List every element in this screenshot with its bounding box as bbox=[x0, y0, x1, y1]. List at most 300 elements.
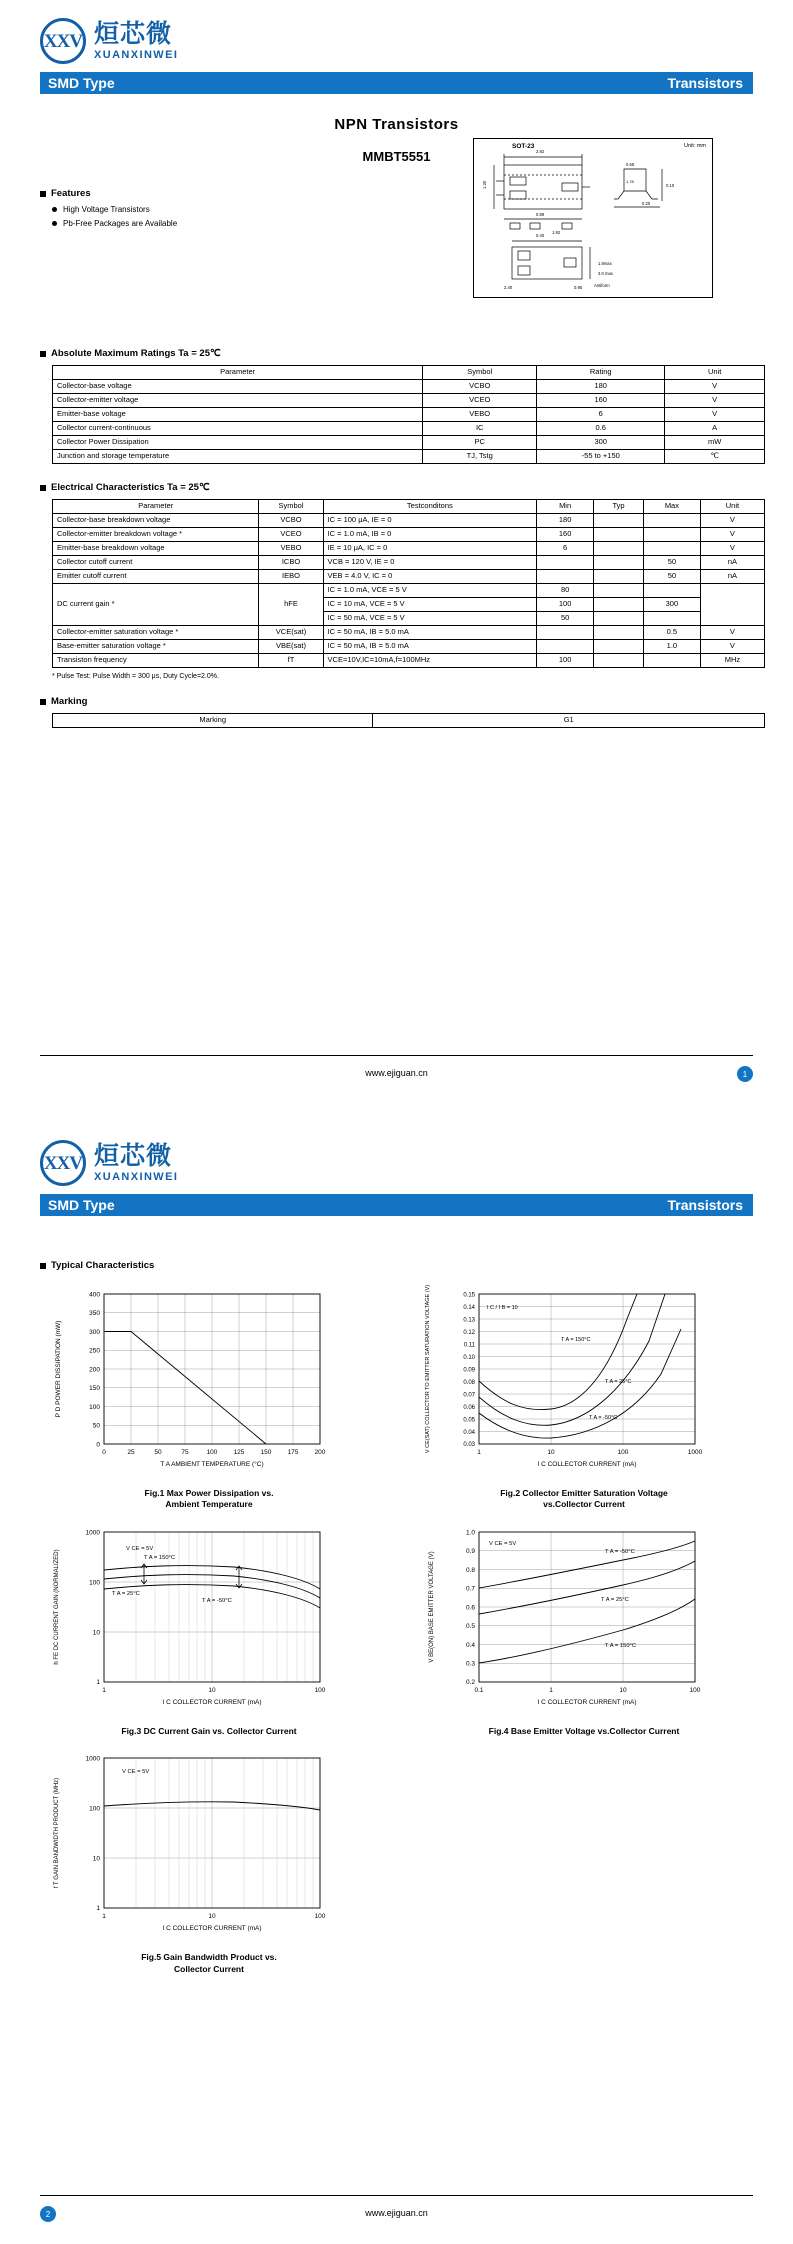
company-logo bbox=[40, 1140, 178, 1186]
logo-initials: XXV bbox=[43, 1152, 83, 1174]
cell-typ bbox=[594, 626, 644, 640]
cell-typ bbox=[594, 640, 644, 654]
table-row bbox=[53, 654, 765, 668]
svg-text:0.89: 0.89 bbox=[536, 212, 545, 217]
blue-bar-left-label: SMD Type bbox=[48, 1197, 115, 1213]
svg-text:10: 10 bbox=[619, 1686, 627, 1694]
cell-max bbox=[643, 514, 700, 528]
svg-text:100: 100 bbox=[206, 1449, 218, 1456]
table-row bbox=[53, 542, 765, 556]
cell-max: 50 bbox=[643, 556, 700, 570]
cell-max bbox=[643, 542, 700, 556]
cell-parameter: Collector current-continuous bbox=[53, 422, 423, 436]
footer-url[interactable]: www.ejiguan.cn bbox=[365, 1068, 428, 1078]
company-logo bbox=[40, 18, 178, 64]
table-row bbox=[53, 626, 765, 640]
ec-heading-text: Electrical Characteristics Ta = 25℃ bbox=[51, 482, 210, 493]
svg-text:0.2: 0.2 bbox=[465, 1678, 475, 1686]
page2-header bbox=[0, 1122, 793, 1186]
cell-unit: V bbox=[700, 542, 764, 556]
svg-text:100: 100 bbox=[617, 1449, 629, 1456]
svg-text:0.20: 0.20 bbox=[642, 201, 651, 206]
svg-text:50: 50 bbox=[154, 1449, 162, 1456]
chart-fig3 bbox=[34, 1517, 384, 1737]
bullet-dot-icon bbox=[52, 221, 57, 226]
svg-text:0.04: 0.04 bbox=[463, 1430, 475, 1436]
cell-typ bbox=[594, 542, 644, 556]
svg-text:200: 200 bbox=[89, 1366, 100, 1374]
svg-text:25: 25 bbox=[127, 1449, 135, 1456]
cell-condition: VCB = 120 V, IE = 0 bbox=[323, 556, 537, 570]
svg-text:0.13: 0.13 bbox=[463, 1317, 475, 1324]
fig4-annotation-m50: T A = -50°C bbox=[605, 1548, 635, 1555]
cell-unit: mW bbox=[665, 436, 765, 450]
electrical-characteristics-table bbox=[52, 499, 765, 668]
chart-fig4 bbox=[409, 1517, 759, 1737]
column-header: Max bbox=[643, 500, 700, 514]
svg-text:1000: 1000 bbox=[85, 1755, 100, 1763]
svg-text:0.40: 0.40 bbox=[536, 233, 545, 238]
svg-text:0.4: 0.4 bbox=[465, 1641, 475, 1649]
chart-fig2 bbox=[409, 1279, 759, 1511]
svg-text:0.55: 0.55 bbox=[626, 162, 635, 167]
table-row bbox=[53, 640, 765, 654]
bullet-square-icon bbox=[40, 485, 46, 491]
fig3-annotation-vce: V CE = 5V bbox=[126, 1545, 154, 1552]
fig2-annotation-m50: T A = -50°C bbox=[589, 1415, 618, 1421]
svg-text:1.9max: 1.9max bbox=[598, 261, 612, 266]
bullet-square-icon bbox=[40, 191, 46, 197]
footer-divider bbox=[40, 2195, 753, 2196]
cell-parameter: Collector-emitter saturation voltage * bbox=[53, 626, 259, 640]
svg-text:0: 0 bbox=[102, 1449, 106, 1456]
fig3-svg bbox=[34, 1517, 384, 1717]
column-header: Unit bbox=[700, 500, 764, 514]
cell-max bbox=[643, 654, 700, 668]
svg-text:100: 100 bbox=[314, 1686, 326, 1694]
cell-min: 50 bbox=[537, 612, 594, 626]
column-header: Typ bbox=[594, 500, 644, 514]
cell-max: 1.0 bbox=[643, 640, 700, 654]
column-header: Rating bbox=[537, 366, 665, 380]
table-row bbox=[53, 394, 765, 408]
column-header: Testconditons bbox=[323, 500, 537, 514]
fig5-xlabel: I C COLLECTOR CURRENT (mA) bbox=[162, 1925, 262, 1933]
svg-text:150: 150 bbox=[260, 1449, 272, 1456]
svg-text:3.0 max: 3.0 max bbox=[598, 271, 613, 276]
fig2-annotation-150: T A = 150°C bbox=[561, 1337, 591, 1343]
column-header: Parameter bbox=[53, 500, 259, 514]
cell-symbol: hFE bbox=[259, 584, 323, 626]
footer-url[interactable]: www.ejiguan.cn bbox=[365, 2208, 428, 2218]
svg-text:1.92: 1.92 bbox=[552, 230, 561, 235]
cell-unit: V bbox=[665, 380, 765, 394]
column-header: Min bbox=[537, 500, 594, 514]
logo-circle-icon bbox=[40, 18, 86, 64]
table-row bbox=[53, 450, 765, 464]
cell-rating: 180 bbox=[537, 380, 665, 394]
svg-text:1.30: 1.30 bbox=[482, 180, 487, 189]
cell-typ bbox=[594, 612, 644, 626]
svg-text:1: 1 bbox=[102, 1913, 106, 1921]
table-header-row bbox=[53, 366, 765, 380]
svg-text:0.08: 0.08 bbox=[463, 1380, 475, 1386]
svg-text:Antiform: Antiform bbox=[594, 283, 610, 288]
page2-footer bbox=[40, 2195, 753, 2218]
svg-text:10: 10 bbox=[208, 1686, 216, 1694]
cell-typ bbox=[594, 528, 644, 542]
cell-parameter: Emitter cutoff current bbox=[53, 570, 259, 584]
chart-row-3 bbox=[34, 1743, 759, 1975]
page1-header bbox=[0, 0, 793, 64]
company-name-en: XUANXINWEI bbox=[94, 1170, 179, 1183]
cell-symbol: VCBO bbox=[423, 380, 537, 394]
blue-bar-left-label: SMD Type bbox=[48, 75, 115, 91]
svg-text:75: 75 bbox=[181, 1449, 189, 1456]
page-number-badge: 2 bbox=[40, 2206, 56, 2222]
svg-text:1000: 1000 bbox=[85, 1529, 100, 1537]
package-name: SOT-23 bbox=[512, 143, 535, 150]
table-row bbox=[53, 584, 765, 598]
cell-rating: -55 to +150 bbox=[537, 450, 665, 464]
package-unit-note: Unit: mm bbox=[684, 143, 706, 149]
cell-parameter: Collector-emitter voltage bbox=[53, 394, 423, 408]
page-2 bbox=[0, 1122, 793, 2244]
svg-text:10: 10 bbox=[92, 1855, 100, 1863]
cell-min bbox=[537, 556, 594, 570]
cell-condition: IC = 50 mA, VCE = 5 V bbox=[323, 612, 537, 626]
page-number-badge: 1 bbox=[737, 1066, 753, 1082]
cell-min bbox=[537, 570, 594, 584]
svg-text:300: 300 bbox=[89, 1329, 100, 1336]
cell-symbol: PC bbox=[423, 436, 537, 450]
fig4-annotation-vce: V CE = 5V bbox=[489, 1540, 517, 1547]
package-outline-svg bbox=[474, 139, 714, 299]
cell-condition: IC = 50 mA, IB = 5.0 mA bbox=[323, 640, 537, 654]
typical-characteristics-heading bbox=[40, 1260, 753, 1271]
logo-circle-icon bbox=[40, 1140, 86, 1186]
feature-text: High Voltage Transistors bbox=[63, 205, 150, 214]
cell-symbol: VEBO bbox=[423, 408, 537, 422]
cell-typ bbox=[594, 556, 644, 570]
list-item bbox=[52, 219, 380, 228]
chart-row-3-spacer bbox=[409, 1743, 759, 1975]
cell-rating: 0.6 bbox=[537, 422, 665, 436]
table-row bbox=[53, 514, 765, 528]
chart-fig5 bbox=[34, 1743, 384, 1975]
svg-text:50: 50 bbox=[92, 1422, 100, 1430]
cell-parameter: Collector-base breakdown voltage bbox=[53, 514, 259, 528]
fig4-xlabel: I C COLLECTOR CURRENT (mA) bbox=[537, 1698, 637, 1706]
marking-heading-text: Marking bbox=[51, 696, 88, 707]
cell-parameter: Emitter-base voltage bbox=[53, 408, 423, 422]
cell-max: 50 bbox=[643, 570, 700, 584]
table-row bbox=[53, 422, 765, 436]
cell-symbol: IEBO bbox=[259, 570, 323, 584]
svg-text:150: 150 bbox=[89, 1385, 100, 1393]
table-row bbox=[53, 570, 765, 584]
cell-condition: VCE=10V,IC=10mA,f=100MHz bbox=[323, 654, 537, 668]
cell-min: 100 bbox=[537, 598, 594, 612]
table-row bbox=[53, 436, 765, 450]
svg-text:0.3: 0.3 bbox=[465, 1660, 475, 1668]
cell-symbol: VCE(sat) bbox=[259, 626, 323, 640]
fig3-caption: Fig.3 DC Current Gain vs. Collector Current bbox=[121, 1725, 297, 1736]
column-header: Parameter bbox=[53, 366, 423, 380]
cell-symbol: IC bbox=[423, 422, 537, 436]
page2-blue-bar bbox=[40, 1194, 753, 1216]
cell-unit: ℃ bbox=[665, 450, 765, 464]
absolute-maximum-ratings-table bbox=[52, 365, 765, 464]
cell-symbol: VEBO bbox=[259, 542, 323, 556]
cell-condition: VEB = 4.0 V, IC = 0 bbox=[323, 570, 537, 584]
blue-bar-right-label: Transistors bbox=[667, 1197, 743, 1213]
svg-text:200: 200 bbox=[314, 1449, 326, 1456]
list-item bbox=[52, 205, 380, 214]
bullet-square-icon bbox=[40, 1263, 46, 1269]
cell-max bbox=[643, 528, 700, 542]
cell-unit: V bbox=[665, 408, 765, 422]
cell-symbol: fT bbox=[259, 654, 323, 668]
cell-unit: A bbox=[665, 422, 765, 436]
chart-fig1 bbox=[34, 1279, 384, 1511]
cell-typ bbox=[594, 514, 644, 528]
svg-text:0.7: 0.7 bbox=[465, 1585, 475, 1593]
cell-unit: nA bbox=[700, 570, 764, 584]
cell-typ bbox=[594, 584, 644, 598]
svg-text:0.10: 0.10 bbox=[666, 183, 675, 188]
feature-text: Pb-Free Packages are Available bbox=[63, 219, 178, 228]
cell-parameter: Emitter-base breakdown voltage bbox=[53, 542, 259, 556]
bullet-square-icon bbox=[40, 699, 46, 705]
svg-text:1: 1 bbox=[96, 1905, 100, 1913]
svg-text:0.06: 0.06 bbox=[463, 1405, 475, 1411]
svg-text:350: 350 bbox=[89, 1310, 100, 1318]
company-name-cn: 烜芯微 bbox=[94, 1141, 173, 1171]
fig1-caption: Fig.1 Max Power Dissipation vs. Ambient Temperature bbox=[144, 1488, 274, 1510]
page1-footer bbox=[40, 1055, 753, 1078]
fig1-ylabel: P D POWER DISSIPATION (mW) bbox=[55, 1320, 62, 1418]
amr-heading-text: Absolute Maximum Ratings Ta = 25℃ bbox=[51, 348, 221, 359]
cell-marking-code: G1 bbox=[373, 714, 765, 728]
cell-parameter: DC current gain * bbox=[53, 584, 259, 626]
svg-text:175: 175 bbox=[287, 1449, 299, 1456]
svg-text:0.14: 0.14 bbox=[463, 1305, 475, 1311]
marking-table bbox=[52, 713, 765, 728]
svg-text:1000: 1000 bbox=[687, 1449, 703, 1456]
features-heading-text: Features bbox=[51, 188, 91, 199]
footer-divider bbox=[40, 1055, 753, 1056]
svg-text:1: 1 bbox=[96, 1678, 100, 1686]
svg-text:0.5: 0.5 bbox=[465, 1623, 475, 1631]
ec-heading bbox=[40, 482, 753, 493]
cell-symbol: VCEO bbox=[423, 394, 537, 408]
chart-row-2 bbox=[34, 1517, 759, 1737]
svg-text:100: 100 bbox=[314, 1913, 326, 1921]
svg-text:0.12: 0.12 bbox=[463, 1330, 475, 1336]
cell-typ bbox=[594, 598, 644, 612]
table-row bbox=[53, 408, 765, 422]
fig4-svg bbox=[409, 1517, 759, 1717]
svg-text:10: 10 bbox=[547, 1449, 555, 1456]
cell-condition: IC = 50 mA, IB = 5.0 mA bbox=[323, 626, 537, 640]
cell-symbol: VBE(sat) bbox=[259, 640, 323, 654]
cell-symbol: TJ, Tstg bbox=[423, 450, 537, 464]
cell-unit: V bbox=[700, 514, 764, 528]
svg-text:0.95: 0.95 bbox=[574, 285, 583, 290]
svg-text:0.15: 0.15 bbox=[463, 1292, 475, 1299]
svg-text:0.03: 0.03 bbox=[463, 1442, 475, 1448]
fig2-annotation-25: T A = 25°C bbox=[605, 1379, 632, 1385]
table-row bbox=[53, 556, 765, 570]
svg-text:0.11: 0.11 bbox=[463, 1342, 475, 1349]
logo-initials: XXV bbox=[43, 30, 83, 52]
cell-parameter: Junction and storage temperature bbox=[53, 450, 423, 464]
svg-text:0.9: 0.9 bbox=[465, 1548, 475, 1556]
svg-text:1: 1 bbox=[549, 1686, 553, 1694]
cell-unit: MHz bbox=[700, 654, 764, 668]
cell-max: 0.5 bbox=[643, 626, 700, 640]
fig4-annotation-150: T A = 150°C bbox=[605, 1642, 637, 1649]
cell-rating: 6 bbox=[537, 408, 665, 422]
fig3-annotation-150: T A = 150°C bbox=[144, 1554, 176, 1561]
company-name-cn: 烜芯微 bbox=[94, 19, 173, 49]
package-drawing bbox=[473, 138, 713, 298]
cell-unit: V bbox=[700, 528, 764, 542]
fig1-svg bbox=[34, 1279, 384, 1479]
cell-typ bbox=[594, 570, 644, 584]
table-row bbox=[53, 528, 765, 542]
svg-text:100: 100 bbox=[89, 1805, 100, 1813]
cell-parameter: Collector Power Dissipation bbox=[53, 436, 423, 450]
svg-text:2.92: 2.92 bbox=[536, 149, 545, 154]
svg-text:400: 400 bbox=[89, 1291, 100, 1299]
fig2-xlabel: I C COLLECTOR CURRENT (mA) bbox=[537, 1461, 637, 1468]
part-number: MMBT5551 bbox=[362, 149, 431, 164]
cell-condition: IC = 10 mA, VCE = 5 V bbox=[323, 598, 537, 612]
fig2-annotation-ratio: I C / I B = 10 bbox=[487, 1305, 518, 1311]
company-name-en: XUANXINWEI bbox=[94, 48, 179, 61]
cell-min: 100 bbox=[537, 654, 594, 668]
svg-text:10: 10 bbox=[92, 1629, 100, 1637]
cell-condition: IE = 10 μA, IC = 0 bbox=[323, 542, 537, 556]
cell-typ bbox=[594, 654, 644, 668]
svg-text:0.05: 0.05 bbox=[463, 1417, 475, 1424]
svg-text:1.0: 1.0 bbox=[465, 1529, 475, 1537]
fig3-ylabel: h FE DC CURRENT GAIN (NORMALIZED) bbox=[54, 1549, 60, 1665]
fig5-annotation-vce: V CE = 5V bbox=[122, 1769, 150, 1776]
svg-text:0.10: 0.10 bbox=[463, 1355, 475, 1361]
svg-text:100: 100 bbox=[89, 1404, 100, 1411]
page1-blue-bar bbox=[40, 72, 753, 94]
table-row bbox=[53, 380, 765, 394]
fig4-caption: Fig.4 Base Emitter Voltage vs.Collector Current bbox=[488, 1725, 680, 1736]
cell-symbol: ICBO bbox=[259, 556, 323, 570]
fig4-annotation-25: T A = 25°C bbox=[601, 1596, 629, 1603]
svg-text:0.07: 0.07 bbox=[463, 1392, 475, 1399]
cell-parameter: Transiston frequency bbox=[53, 654, 259, 668]
fig2-ylabel: V CE(SAT) COLLECTOR TO EMITTER SATURATION VOLTAGE (V) bbox=[425, 1284, 431, 1454]
cell-symbol: VCEO bbox=[259, 528, 323, 542]
fig3-annotation-m50: T A = -50°C bbox=[202, 1597, 232, 1604]
cell-min: 160 bbox=[537, 528, 594, 542]
cell-rating: 300 bbox=[537, 436, 665, 450]
svg-text:0.1: 0.1 bbox=[474, 1686, 484, 1694]
svg-text:100: 100 bbox=[689, 1686, 701, 1694]
svg-text:0.6: 0.6 bbox=[465, 1604, 475, 1612]
cell-unit bbox=[700, 584, 764, 626]
fig3-annotation-25: T A = 25°C bbox=[112, 1590, 140, 1597]
column-header: Symbol bbox=[259, 500, 323, 514]
cell-min: 80 bbox=[537, 584, 594, 598]
cell-parameter: Collector-emitter breakdown voltage * bbox=[53, 528, 259, 542]
svg-text:250: 250 bbox=[89, 1347, 100, 1355]
fig5-caption: Fig.5 Gain Bandwidth Product vs. Collector Current bbox=[141, 1952, 277, 1974]
fig2-svg bbox=[409, 1279, 759, 1479]
cell-unit: V bbox=[700, 626, 764, 640]
marking-heading bbox=[40, 696, 753, 707]
cell-min bbox=[537, 640, 594, 654]
fig4-ylabel: V BE(ON) BASE EMITTER VOLTAGE (V) bbox=[429, 1551, 435, 1663]
cell-max: 300 bbox=[643, 598, 700, 612]
cell-unit: nA bbox=[700, 556, 764, 570]
charts-area bbox=[0, 1279, 793, 1975]
features-list bbox=[40, 205, 380, 228]
table-header-row bbox=[53, 500, 765, 514]
svg-text:0.8: 0.8 bbox=[465, 1566, 475, 1574]
column-header: Symbol bbox=[423, 366, 537, 380]
cell-condition: IC = 1.0 mA, IB = 0 bbox=[323, 528, 537, 542]
cell-max bbox=[643, 612, 700, 626]
svg-text:0.09: 0.09 bbox=[463, 1367, 475, 1374]
cell-unit: V bbox=[700, 640, 764, 654]
svg-text:100: 100 bbox=[89, 1579, 100, 1587]
fig5-svg bbox=[34, 1743, 384, 1943]
svg-text:0: 0 bbox=[96, 1441, 100, 1449]
cell-symbol: VCBO bbox=[259, 514, 323, 528]
cell-parameter: Collector cutoff current bbox=[53, 556, 259, 570]
fig2-caption: Fig.2 Collector Emitter Saturation Voltage vs.Collector Current bbox=[500, 1488, 668, 1510]
svg-text:1.78: 1.78 bbox=[626, 179, 634, 184]
cell-unit: V bbox=[665, 394, 765, 408]
blue-bar-right-label: Transistors bbox=[667, 75, 743, 91]
chart-row-1 bbox=[34, 1279, 759, 1511]
column-header: Unit bbox=[665, 366, 765, 380]
cell-parameter: Collector-base voltage bbox=[53, 380, 423, 394]
cell-condition: IC = 100 μA, IE = 0 bbox=[323, 514, 537, 528]
svg-text:1: 1 bbox=[102, 1686, 106, 1694]
fig5-ylabel: f T GAIN BANDWIDTH PRODUCT (MHz) bbox=[54, 1778, 60, 1889]
svg-text:10: 10 bbox=[208, 1913, 216, 1921]
cell-condition: IC = 1.0 mA, VCE = 5 V bbox=[323, 584, 537, 598]
cell-parameter: Base-emitter saturation voltage * bbox=[53, 640, 259, 654]
fig3-xlabel: I C COLLECTOR CURRENT (mA) bbox=[162, 1698, 262, 1706]
svg-text:1: 1 bbox=[477, 1449, 481, 1456]
typical-characteristics-heading-text: Typical Characteristics bbox=[51, 1260, 155, 1271]
pulse-test-note: * Pulse Test: Pulse Width = 300 μs, Duty Cycle=2.0%. bbox=[52, 673, 219, 680]
cell-min: 6 bbox=[537, 542, 594, 556]
cell-min bbox=[537, 626, 594, 640]
table-row bbox=[53, 714, 765, 728]
bullet-dot-icon bbox=[52, 207, 57, 212]
cell-min: 180 bbox=[537, 514, 594, 528]
svg-text:2.40: 2.40 bbox=[504, 285, 513, 290]
features-heading bbox=[40, 188, 380, 199]
cell-rating: 160 bbox=[537, 394, 665, 408]
cell-max bbox=[643, 584, 700, 598]
page-title: NPN Transistors bbox=[334, 116, 459, 133]
fig1-xlabel: T A AMBIENT TEMPERATURE (°C) bbox=[160, 1461, 264, 1468]
